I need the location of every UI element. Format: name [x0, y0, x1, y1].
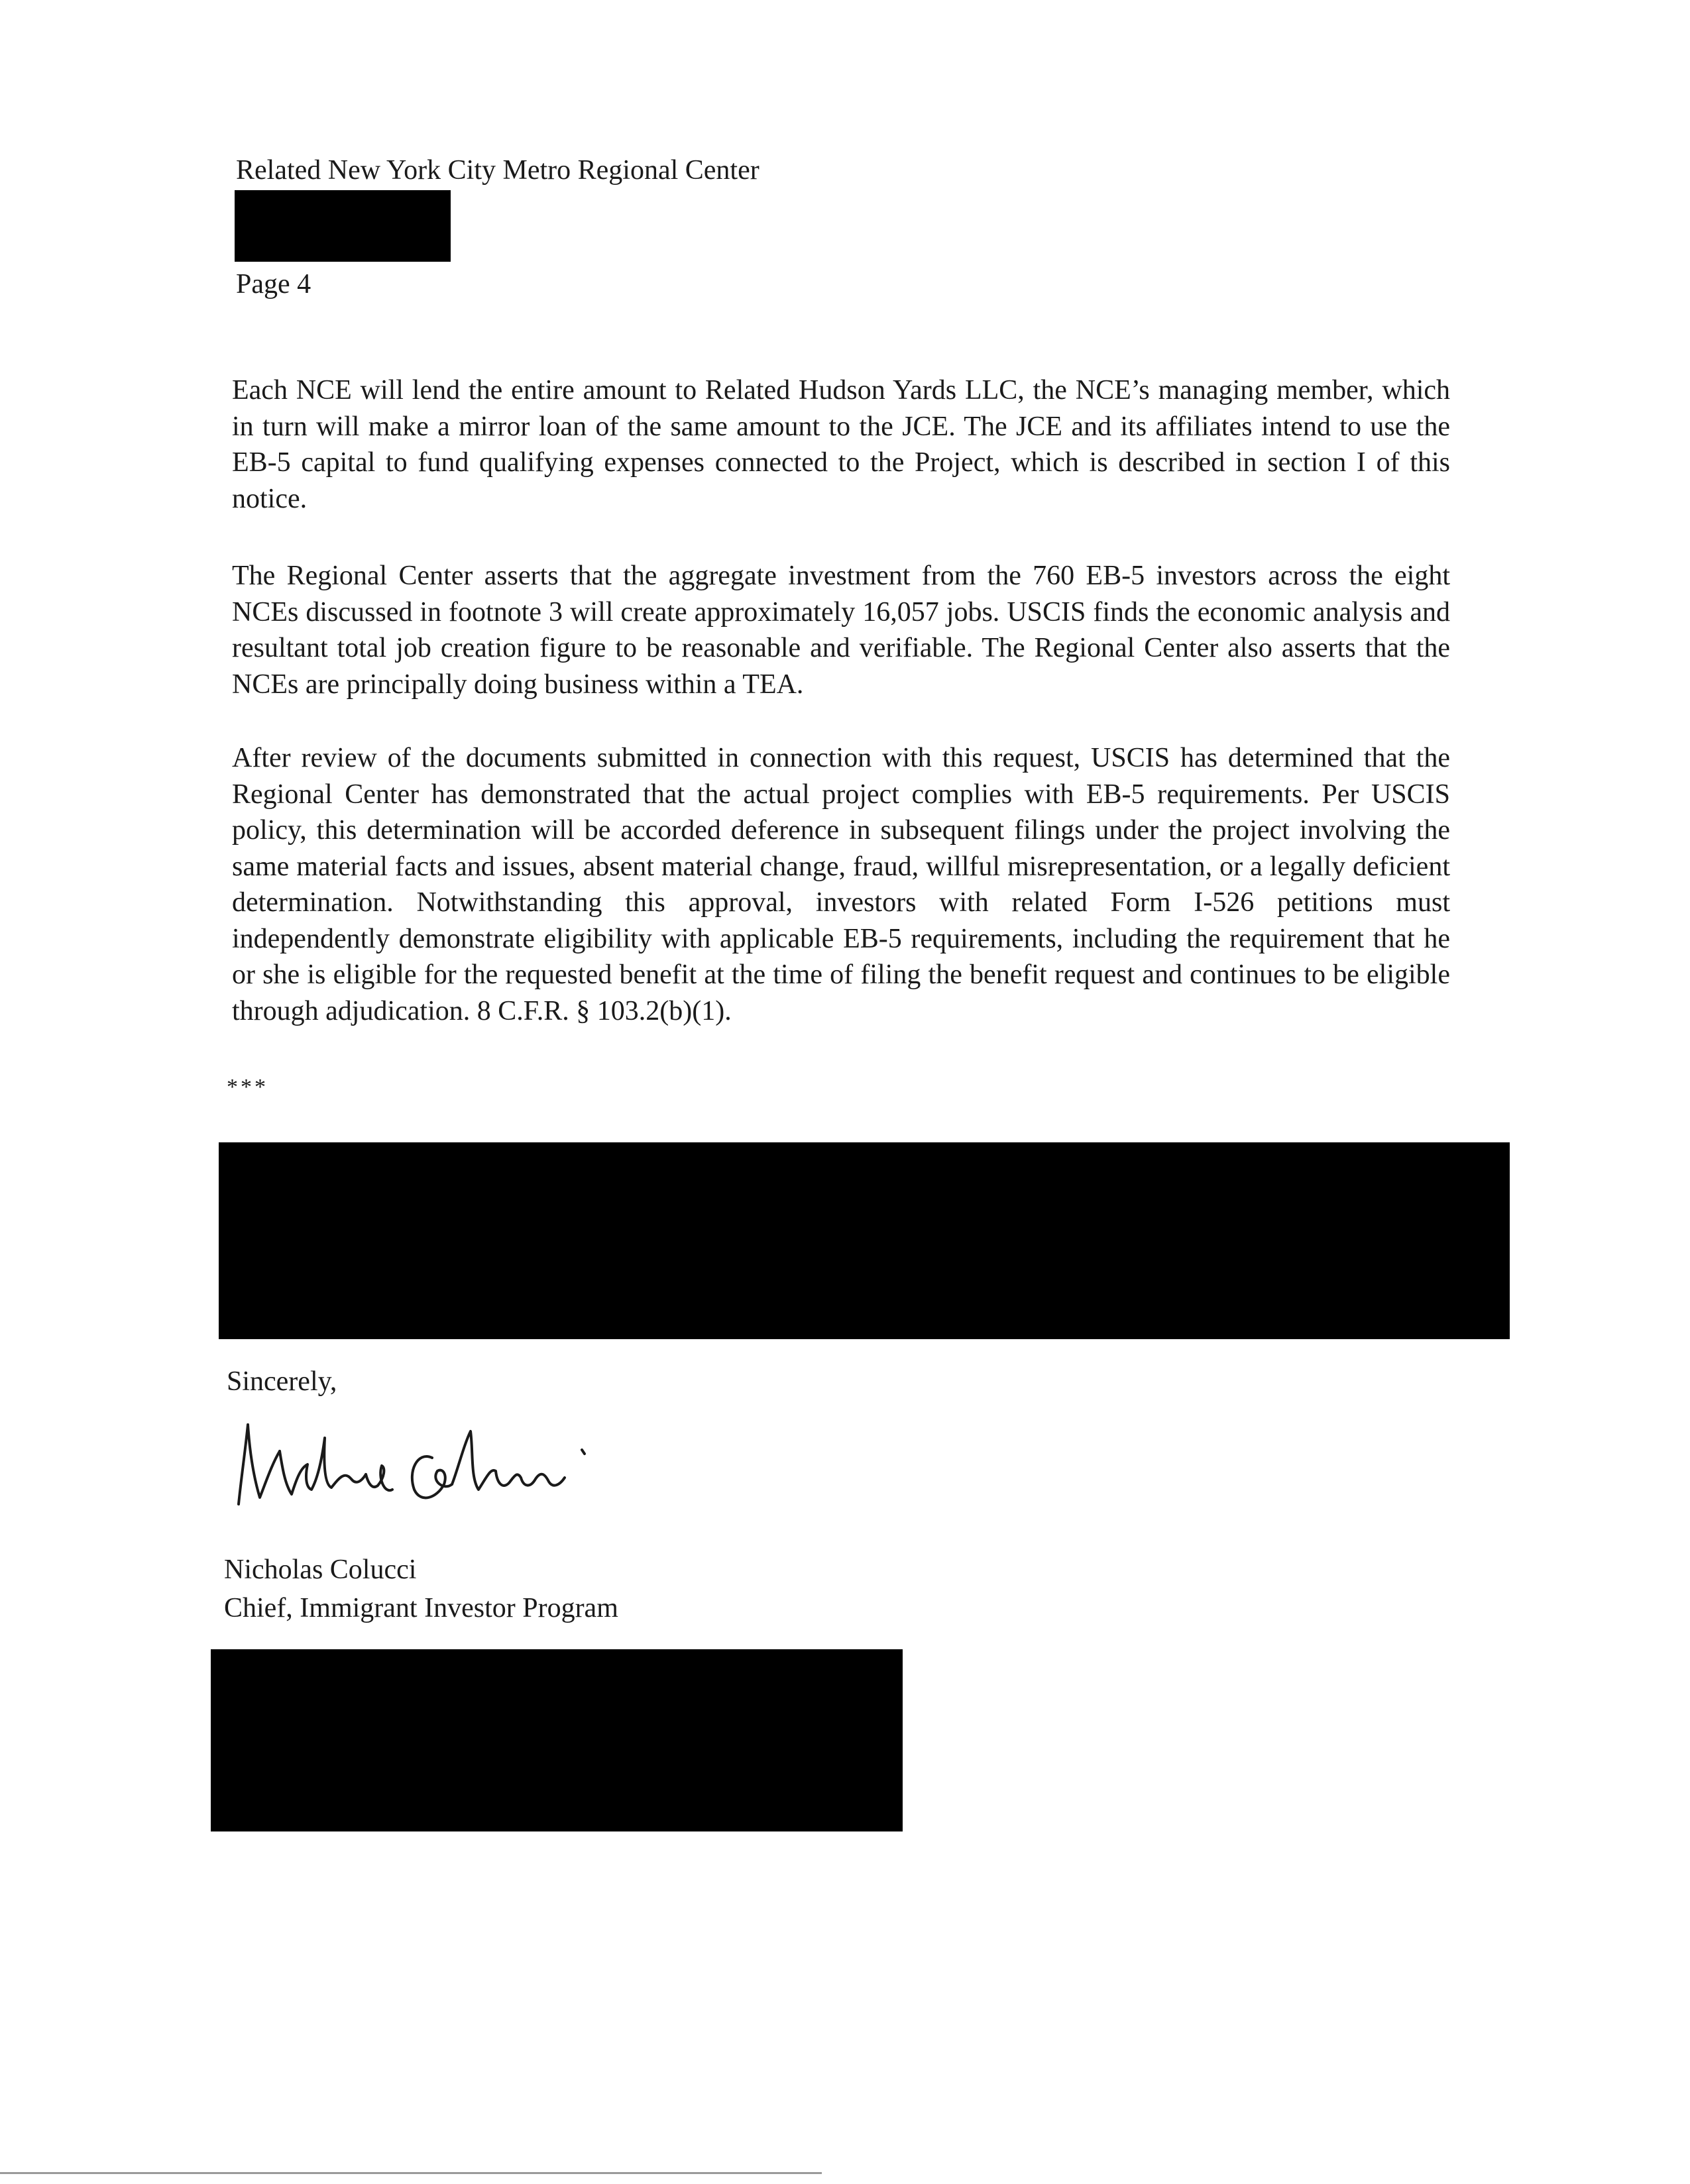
body-paragraph-1: Each NCE will lend the entire amount to Related Hudson Yards LLC, the NCE’s managing member, which in turn will make a mirror loan of the same amount to the JCE. The JCE and its affiliates intend to use the EB-5 capital to fund qualifying expenses connected to the Project, which is described in section I of this notice.	[232, 375, 1450, 514]
redaction-block-header	[235, 190, 451, 262]
body-paragraph-3: After review of the documents submitted in connection with this request, USCIS has determined that the Regional Center has demonstrated that the actual project complies with EB-5 requirements. Per USCIS policy, this determination will be accorded deference in subsequent filings under the project involving the same material facts and issues, absent material change, fraud, willful misrepresentation, or a legally deficient determination. Notwithstanding this approval, investors with related Form I-526 petitions must independently demonstrate eligibility with applicable EB-5 requirements, including the requirement that he or she is eligible for the requested benefit at the time of filing the benefit request and continues to be eligible through adjudication. 8 C.F.R. § 103.2(b)(1).	[232, 743, 1450, 1026]
redaction-block-bottom	[211, 1649, 903, 1831]
body-paragraph-2: The Regional Center asserts that the aggregate investment from the 760 EB-5 investors across the eight NCEs discussed in footnote 3 will create approximately 16,057 jobs. USCIS finds the economic analysis and resultant total job creation figure to be reasonable and verifiable. The Regional Center also asserts that the NCEs are principally doing business within a TEA.	[232, 561, 1450, 700]
section-separator: ***	[227, 1075, 268, 1099]
redaction-block-middle	[219, 1142, 1510, 1339]
recipient-organization: Related New York City Metro Regional Center	[236, 155, 760, 186]
scan-edge-line	[0, 2172, 822, 2174]
signer-title: Chief, Immigrant Investor Program	[224, 1593, 618, 1623]
signer-name: Nicholas Colucci	[224, 1555, 417, 1585]
page-number: Page 4	[236, 269, 311, 300]
handwritten-signature	[219, 1405, 656, 1537]
closing-salutation: Sincerely,	[227, 1366, 337, 1397]
